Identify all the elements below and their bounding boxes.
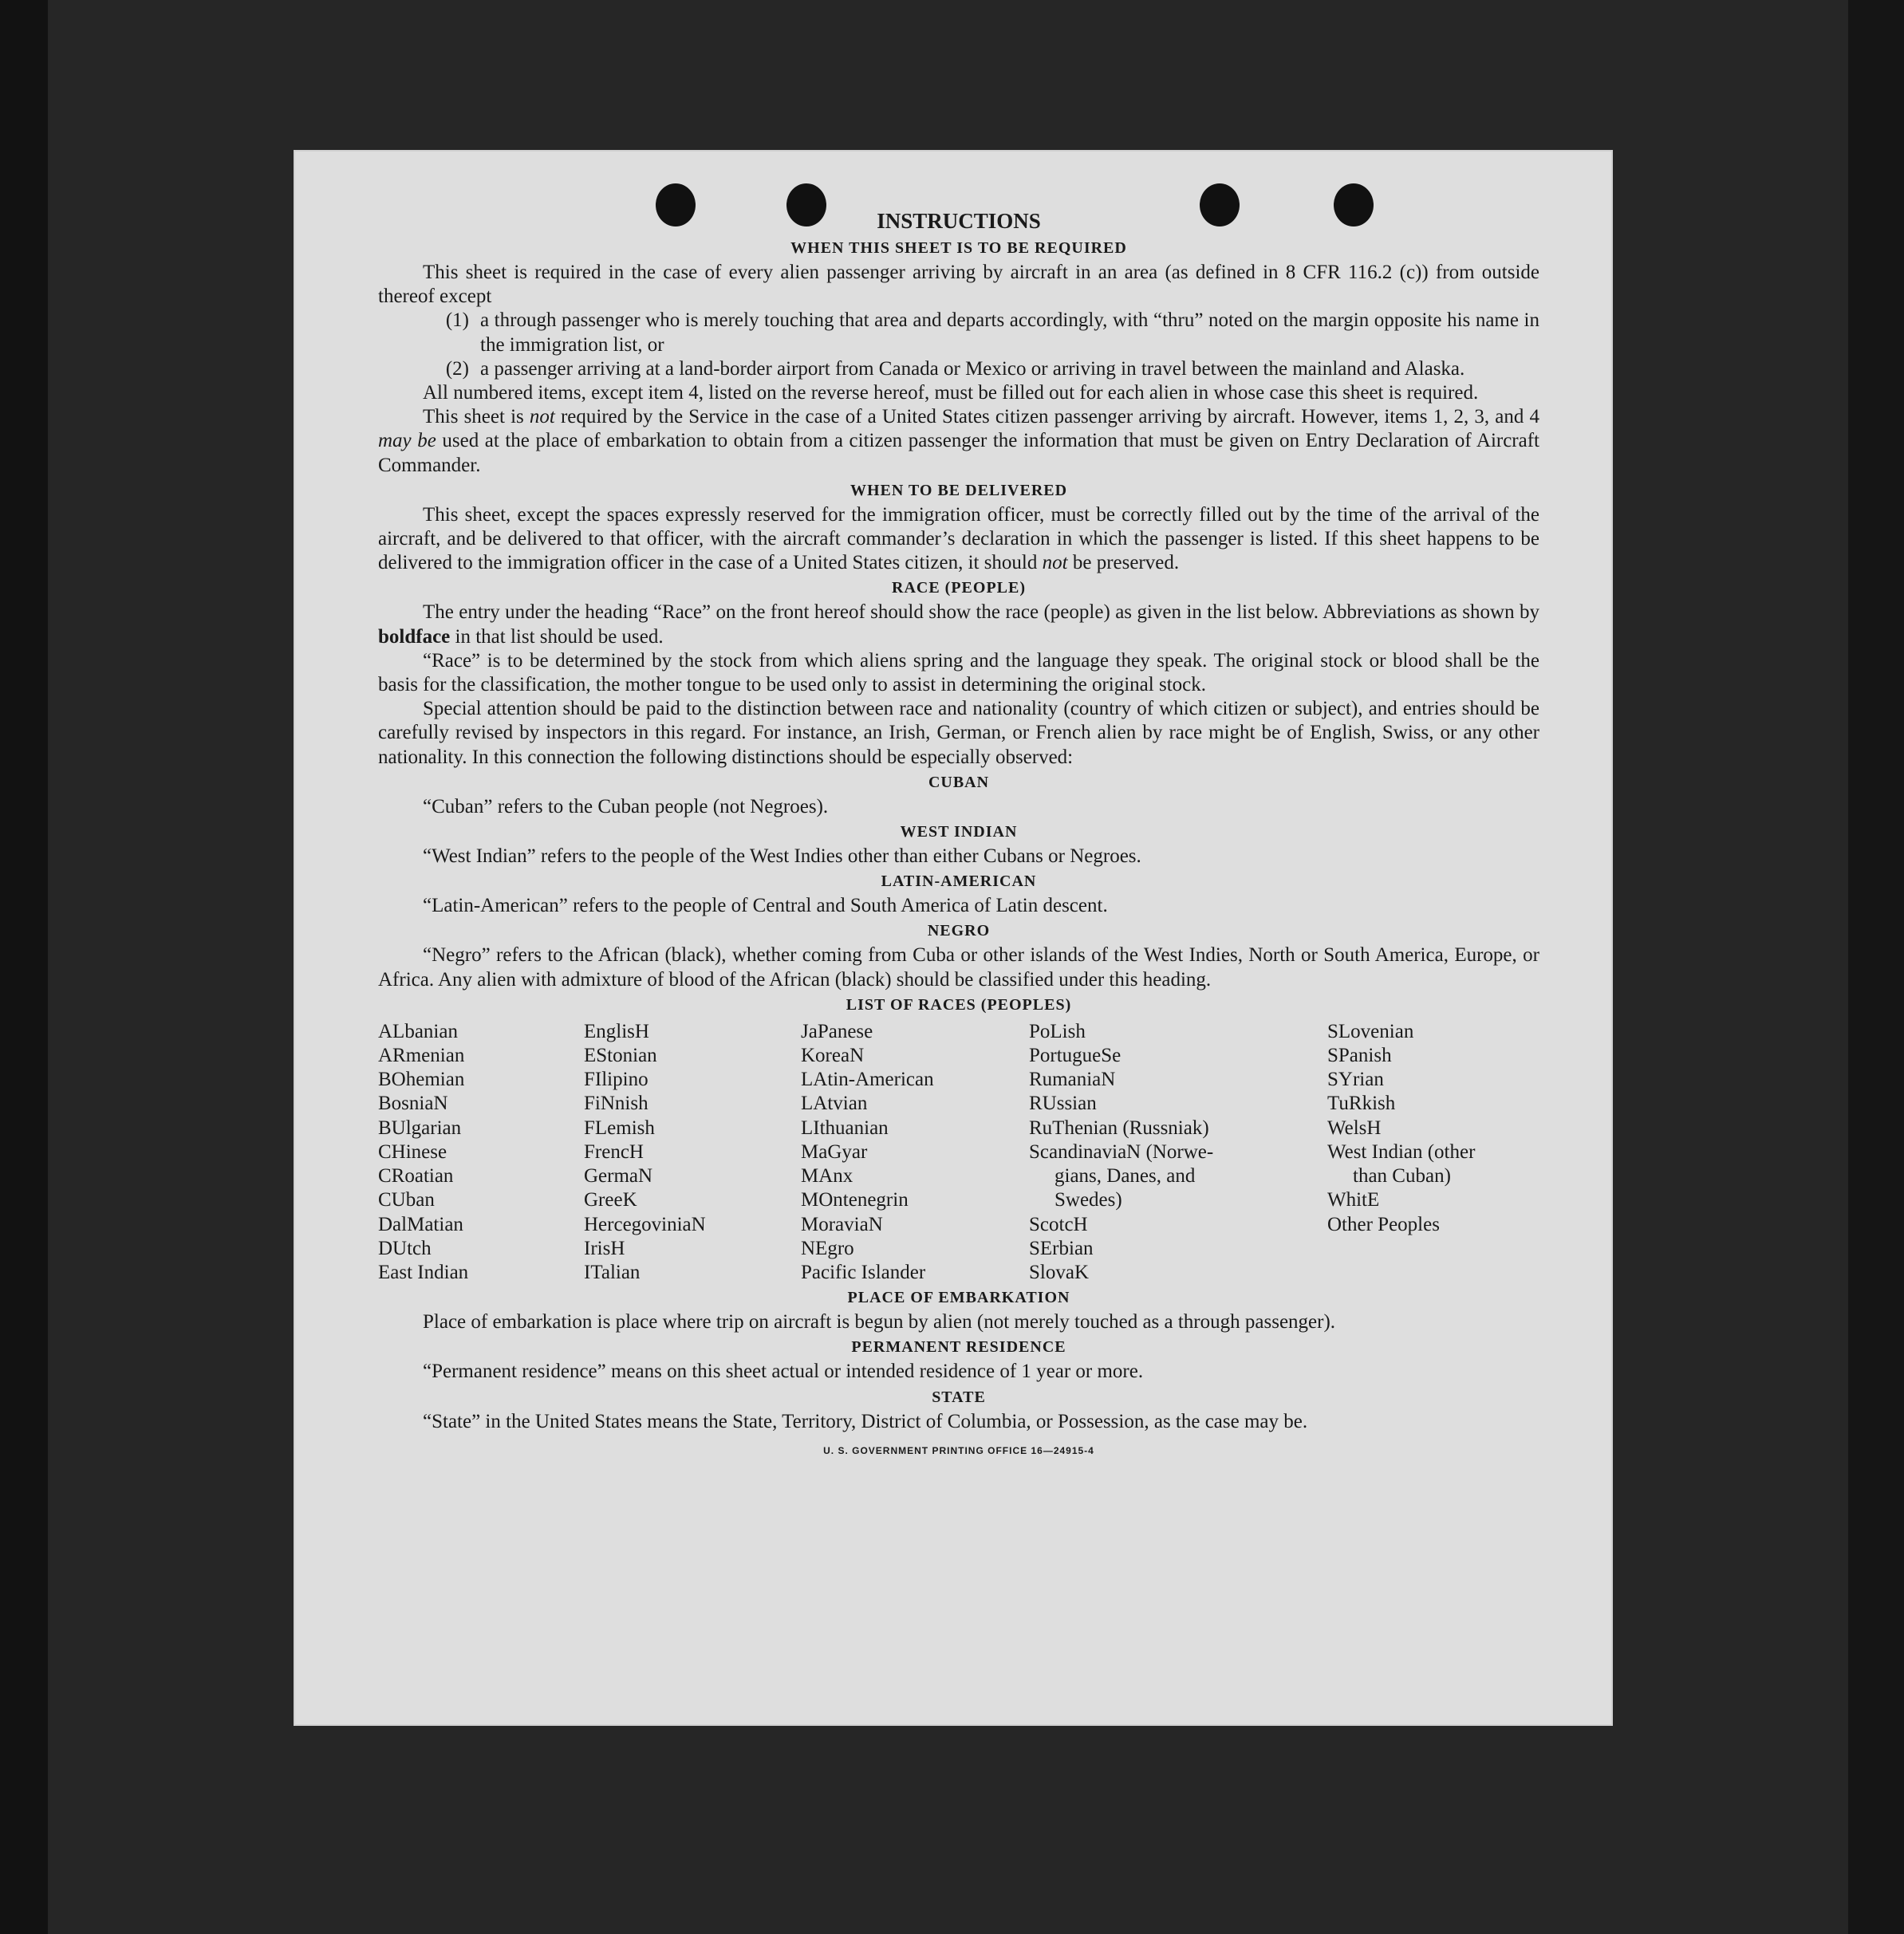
item-number: (2) — [445, 357, 469, 380]
race-entry: DUtch — [378, 1237, 432, 1259]
race-entry: PortugueSe — [1029, 1045, 1122, 1067]
race-entry: RUssian — [1029, 1093, 1097, 1115]
film-edge-left — [0, 0, 48, 1934]
document-sheet — [295, 152, 1611, 1724]
race-entry: NEgro — [801, 1237, 854, 1259]
races-column-2 — [584, 1020, 801, 1285]
required-paragraph-2: All numbered items, except item 4, listed on the reverse hereof, must be filled out for each alien in whose case this sheet is required. — [423, 382, 1479, 404]
race-entry: MaGyar — [801, 1140, 868, 1163]
race-entry: FIlipino — [584, 1069, 648, 1091]
race-paragraph-3: Special attention should be paid to the distinction between race and nationality (country of which citizen or subject), and entries should be carefully revised by inspectors in this regard. For instance, an Irish, German, or French alien by race might be of English, Swiss, or any other nationality. In this connection the following distinctions should be especially observed: — [378, 698, 1539, 768]
race-entry: ScotcH — [1029, 1213, 1088, 1235]
printing-office-note: U. S. GOVERNMENT PRINTING OFFICE 16—24915-4 — [823, 1444, 1094, 1456]
required-paragraph-1: This sheet is required in the case of every alien passenger arriving by aircraft in an area (as defined in 8 CFR 116.2 (c)) from outside thereof except — [378, 262, 1539, 308]
race-entry: KoreaN — [801, 1045, 865, 1067]
race-entry: Pacific Islander — [801, 1261, 926, 1283]
race-entry: LAtin-American — [801, 1069, 934, 1091]
race-entry: BosniaN — [378, 1093, 448, 1115]
race-entry: DalMatian — [378, 1213, 463, 1235]
section-heading-latin-american: LATIN-AMERICAN — [881, 872, 1037, 891]
race-entry: Other Peoples — [1327, 1213, 1440, 1235]
race-entry: EStonian — [584, 1045, 657, 1067]
race-entry: EnglisH — [584, 1020, 649, 1042]
page-title: INSTRUCTIONS — [877, 209, 1041, 233]
race-entry: LIthuanian — [801, 1117, 889, 1139]
latin-american-text: “Latin-American” refers to the people of Central and South America of Latin descent. — [423, 895, 1108, 917]
race-entry: FiNnish — [584, 1093, 648, 1115]
race-entry: CRoatian — [378, 1165, 454, 1188]
race-entry: BUlgarian — [378, 1117, 462, 1139]
west-indian-text: “West Indian” refers to the people of the West Indies other than either Cubans or Negroes. — [423, 845, 1141, 868]
race-paragraph-1: The entry under the heading “Race” on the front hereof should show the race (people) as given in the list below. Abbreviations as shown by boldface in that list should be used. — [378, 601, 1539, 648]
section-heading-west-indian: WEST INDIAN — [900, 823, 1018, 841]
list-item — [378, 309, 1539, 356]
race-entry: GreeK — [584, 1189, 637, 1211]
section-heading-required: WHEN THIS SHEET IS TO BE REQUIRED — [790, 239, 1127, 257]
section-heading-state: STATE — [932, 1388, 986, 1406]
race-entry: LAtvian — [801, 1093, 868, 1115]
race-entry: GermaN — [584, 1165, 653, 1188]
race-entry: SYrian — [1327, 1069, 1384, 1091]
race-entry: TuRkish — [1327, 1093, 1396, 1115]
races-column-1 — [378, 1020, 584, 1285]
race-entry: West Indian (other — [1327, 1140, 1476, 1163]
race-entry: BOhemian — [378, 1069, 465, 1091]
race-entry: SPanish — [1327, 1045, 1392, 1067]
race-entry: East Indian — [378, 1261, 469, 1283]
race-entry: RuThenian (Russniak) — [1029, 1117, 1209, 1139]
residence-text: “Permanent residence” means on this sheet actual or intended residence of 1 year or more. — [423, 1361, 1144, 1383]
section-heading-residence: PERMANENT RESIDENCE — [851, 1338, 1066, 1357]
race-entry: ScandinaviaN (Norwe- — [1029, 1140, 1214, 1163]
races-column-3 — [801, 1020, 1029, 1285]
item-number: (1) — [445, 309, 469, 332]
section-heading-races-list: LIST OF RACES (PEOPLES) — [846, 995, 1072, 1014]
race-entry: ARmenian — [378, 1045, 465, 1067]
race-paragraph-2: “Race” is to be determined by the stock from which aliens spring and the language they speak. The original stock or blood shall be the basis for the classification, the mother tongue to be used only to assist in determining the original stock. — [378, 649, 1539, 696]
section-heading-delivered: WHEN TO BE DELIVERED — [850, 481, 1068, 499]
section-heading-embarkation: PLACE OF EMBARKATION — [847, 1289, 1070, 1307]
section-heading-negro: NEGRO — [927, 922, 991, 940]
race-entry: MoraviaN — [801, 1213, 883, 1235]
race-entry: gians, Danes, and — [1054, 1165, 1196, 1188]
race-entry: FLemish — [584, 1117, 655, 1139]
race-entry: ITalian — [584, 1261, 641, 1283]
item-text: a through passenger who is merely touching that area and departs accordingly, with “thru” noted on the margin opposite his name in the immigration list, or — [480, 309, 1539, 356]
race-entry: PoLish — [1029, 1020, 1086, 1042]
race-entry: WelsH — [1327, 1117, 1382, 1139]
state-text: “State” in the United States means the State, Territory, District of Columbia, or Possession, as the case may be. — [423, 1410, 1308, 1432]
race-entry: MAnx — [801, 1165, 853, 1188]
list-item — [378, 357, 1539, 381]
race-entry: CUban — [378, 1189, 435, 1211]
section-heading-race: RACE (PEOPLE) — [892, 579, 1026, 597]
race-entry: WhitE — [1327, 1189, 1380, 1211]
race-entry: SlovaK — [1029, 1261, 1089, 1283]
race-entry: SLovenian — [1327, 1020, 1414, 1042]
item-text: a passenger arriving at a land-border airport from Canada or Mexico or arriving in travel between the mainland and Alaska. — [480, 357, 1465, 380]
race-entry: IrisH — [584, 1237, 625, 1259]
race-entry: MOntenegrin — [801, 1189, 909, 1211]
race-entry: CHinese — [378, 1140, 447, 1163]
instructions-content — [378, 207, 1539, 1463]
race-entry: HercegoviniaN — [584, 1213, 706, 1235]
race-entry: FrencH — [584, 1140, 644, 1163]
races-column-5 — [1327, 1020, 1535, 1285]
race-entry: RumaniaN — [1029, 1069, 1116, 1091]
race-entry: JaPanese — [801, 1020, 873, 1042]
race-entry: Swedes) — [1054, 1189, 1122, 1211]
film-edge-right — [1848, 0, 1904, 1934]
races-list — [378, 1020, 1539, 1285]
negro-text: “Negro” refers to the African (black), whether coming from Cuba or other islands of the West Indies, North or South America, Europe, or Africa. Any alien with admixture of blood of the African (black) should be classified under this heading. — [378, 944, 1539, 991]
delivered-paragraph: This sheet, except the spaces expressly reserved for the immigration officer, must be correctly filled out by the time of the arrival of the aircraft, and be delivered to that officer, with the aircraft commander’s declaration in which the passenger is listed. If this sheet happens to be delivered to the immigration officer in the case of a United States citizen, it should not be preserved. — [378, 503, 1539, 574]
section-heading-cuban: CUBAN — [928, 773, 990, 791]
race-entry: ALbanian — [378, 1020, 458, 1042]
races-column-4 — [1029, 1020, 1327, 1285]
race-entry: than Cuban) — [1353, 1165, 1451, 1188]
race-entry: SErbian — [1029, 1237, 1094, 1259]
required-paragraph-3: This sheet is not required by the Service in the case of a United States citizen passenger arriving by aircraft. However, items 1, 2, 3, and 4 may be used at the place of embarkation to obtain from a citizen passenger the information that must be given on Entry Declaration of Aircraft Commander. — [378, 406, 1540, 476]
cuban-text: “Cuban” refers to the Cuban people (not Negroes). — [423, 795, 829, 817]
embarkation-text: Place of embarkation is place where trip on aircraft is begun by alien (not merely touched as a through passenger). — [423, 1311, 1336, 1333]
